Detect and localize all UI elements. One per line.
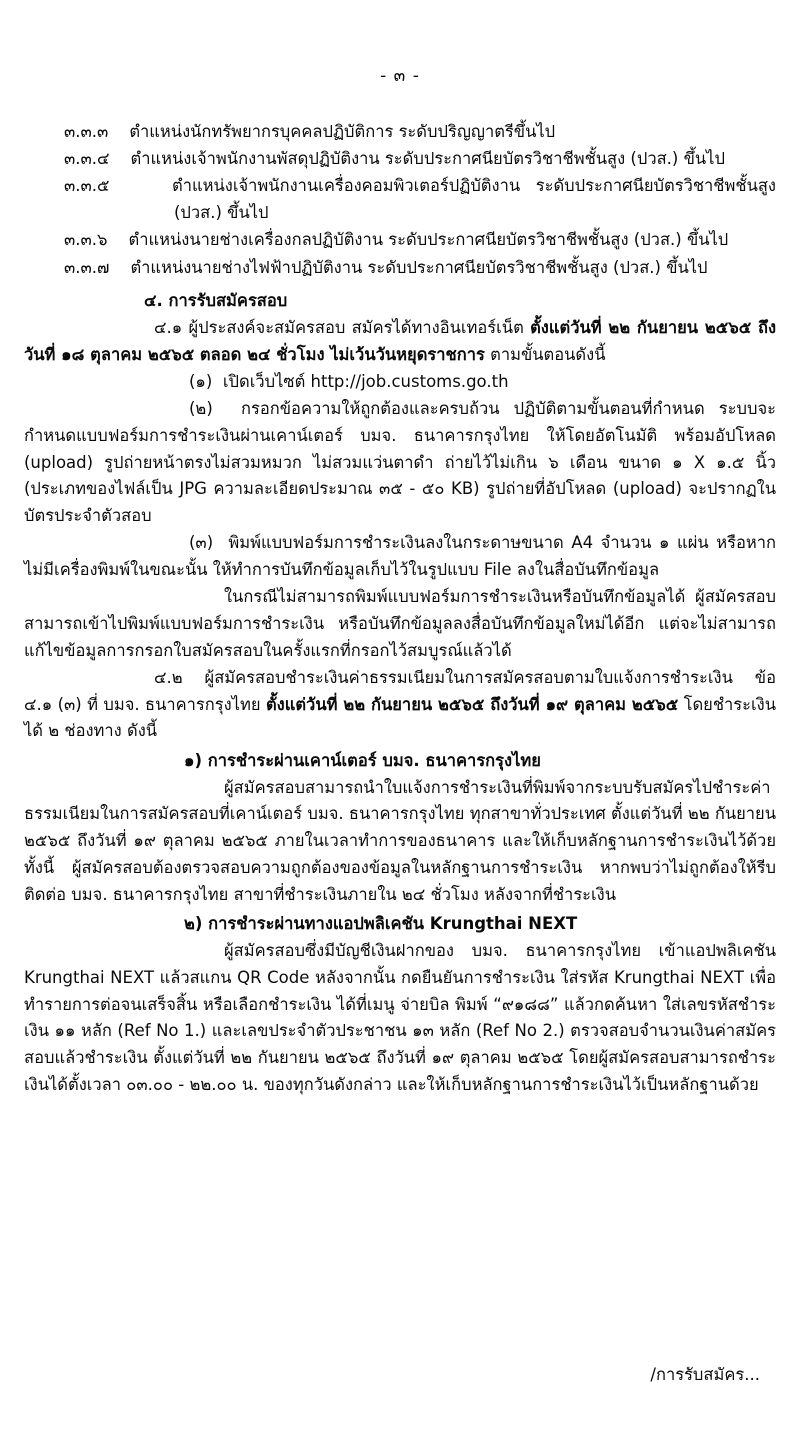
channel-1-body: ผู้สมัครสอบสามารถนำใบแจ้งการชำระเงินที่พิมพ์จากระบบรับสมัครไปชำระค่าธรรมเนียมในการสมัครสอบที่เคาน์เตอร์ บมจ. ธนาคารกรุงไทย ทุกสาขาทั่วประเทศ ตั้งแต่วันที่ ๒๒ กันยายน ๒๕๖๕ ถึงวันที่ ๑๙ ตุลาคม ๒๕๖๕ ภายในเวลาทำการของธนาคาร และให้เก็บหลักฐานการชำระเงินไว้ด้วย ทั้งนี้ ผู้สมัครสอบต้องตรวจสอบความถูกต้องของข้อมูลในหลักฐานการชำระเงิน หากพบว่าไม่ถูกต้องให้รีบติดต่อ บมจ. ธนาคารกรุงไทย สาขาที่ชำระเงินภายใน ๒๔ ชั่วโมง หลังจากที่ชำระเงิน [24, 777, 776, 904]
marker: (๓) [189, 533, 214, 553]
page-number: - ๓ - [380, 66, 420, 86]
item-4-1-text-b: ตามขั้นตอนดังนี้ [484, 344, 606, 364]
item-4-1 [24, 315, 776, 368]
list-item [24, 227, 776, 254]
item-4-2-dates: ตั้งแต่วันที่ ๒๒ กันยายน ๒๕๖๕ ถึงวันที่ ๑๙ ตุลาคม ๒๕๖๕ [265, 694, 679, 714]
item-number: ๓.๓.๔ [64, 149, 110, 169]
channel-2-body: ผู้สมัครสอบซึ่งมีบัญชีเงินฝากของ บมจ. ธนาคารกรุงไทย เข้าแอปพลิเคชัน Krungthai NEXT แล้วสแกน QR Code หลังจากนั้น กดยืนยันการชำระเงิน ใส่รหัส Krungthai NEXT เพื่อทำรายการต่อจนเสร็จสิ้น หรือเลือกชำระเงิน ได้ที่เมนู จ่ายบิล พิมพ์ “๙๑๘๘” แล้วกดค้นหา ใส่เลขรหัสชำระเงิน ๑๑ หลัก (Ref No 1.) และเลขประจำตัวประชาชน ๑๓ หลัก (Ref No 2.) ตรวจสอบจำนวนเงินค่าสมัครสอบแล้วชำระเงิน ตั้งแต่วันที่ ๒๒ กันยายน ๒๕๖๕ ถึงวันที่ ๑๙ ตุลาคม ๒๕๖๕ โดยผู้สมัครสอบสามารถชำระเงินได้ตั้งเวลา ๐๓.๐๐ - ๒๒.๐๐ น. ของทุกวันดังกล่าว และให้เก็บหลักฐานการชำระเงินไว้เป็นหลักฐานด้วย [24, 941, 776, 1094]
item-text: ตำแหน่งเจ้าพนักงานพัสดุปฏิบัติงาน ระดับประกาศนียบัตรวิชาชีพชั้นสูง (ปวส.) ขึ้นไป [130, 149, 725, 169]
list-item [24, 146, 776, 173]
item-number: ๓.๓.๗ [64, 257, 110, 277]
item-text: เปิดเว็บไซต์ [222, 371, 311, 391]
paragraph-case: ในกรณีไม่สามารถพิมพ์แบบฟอร์มการชำระเงินหรือบันทึกข้อมูลได้ ผู้สมัครสอบสามารถเข้าไปพิมพ์แบบฟอร์มการชำระเงิน หรือบันทึกข้อมูลลงสื่อบันทึกข้อมูลใหม่ได้อีก แต่จะไม่สามารถแก้ไขข้อมูลการกรอกใบสมัครสอบในครั้งแรกที่กรอกไว้สมบูรณ์แล้วได้ [24, 587, 776, 660]
marker: (๑) [189, 371, 213, 391]
item-4-1-2 [24, 396, 776, 530]
list-item [24, 255, 776, 282]
item-4-1-1 [24, 369, 776, 396]
item-number: ๓.๓.๕ [64, 176, 110, 196]
item-4-1-dates: ตั้งแต่วันที่ ๒๒ กันยายน ๒๕๖๕ ถึงวันที่ ๑๘ ตุลาคม ๒๕๖๕ ตลอด ๒๔ ชั่วโมง ไม่เว้นวันหยุดราชการ [24, 318, 777, 364]
item-4-1-label: ๔.๑ [154, 318, 183, 338]
item-text: ตำแหน่งนักทรัพยากรบุคคลปฏิบัติการ ระดับปริญญาตรีขึ้นไป [129, 122, 556, 141]
document-body [24, 119, 776, 1098]
item-text: กรอกข้อความให้ถูกต้องและครบถ้วน ปฏิบัติตามขั้นตอนที่กำหนด ระบบจะกำหนดแบบฟอร์มการชำระเงินผ่านเคาน์เตอร์ บมจ. ธนาคารกรุงไทย ให้โดยอัตโนมัติ พร้อมอัปโหลด (upload) รูปถ่ายหน้าตรงไม่สวมหมวก ไม่สวมแว่นตาดำ ถ่ายไว้ไม่เกิน ๖ เดือน ขนาด ๑ X ๑.๕ นิ้ว (ประเภทของไฟล์เป็น JPG ความละเอียดประมาณ ๓๕ - ๕๐ KB) รูปถ่ายที่อัปโหลด (upload) จะปรากฏในบัตรประจำตัวสอบ [24, 399, 776, 526]
item-text: ตำแหน่งนายช่างเครื่องกลปฏิบัติงาน ระดับประกาศนียบัตรวิชาชีพชั้นสูง (ปวส.) ขึ้นไป [128, 230, 729, 250]
list-item [24, 119, 776, 146]
section-heading-4: ๔. การรับสมัครสอบ [144, 290, 288, 310]
item-4-1-text-a: ผู้ประสงค์จะสมัครสอบ สมัครได้ทางอินเทอร์เน็ต [188, 318, 531, 338]
item-number: ๓.๓.๖ [64, 230, 108, 250]
footer-continuation-note: /การรับสมัคร... [650, 1365, 760, 1384]
item-4-2-text-a: ผู้สมัครสอบชำระเงินค่าธรรมเนียมในการสมัครสอบตามใบแจ้งการชำระเงิน ข้อ ๔.๑ (๓) ที่ บมจ. ธนาคารกรุงไทย [24, 667, 776, 714]
channel-1-heading: ๑) การชำระผ่านเคาน์เตอร์ บมจ. ธนาคารกรุงไทย [184, 750, 541, 770]
website-url[interactable]: http://job.customs.go.th [310, 371, 509, 391]
item-4-2-text-b: โดยชำระเงินได้ ๒ ช่องทาง ดังนี้ [24, 694, 777, 741]
marker: (๒) [189, 399, 213, 419]
item-text: พิมพ์แบบฟอร์มการชำระเงินลงในกระดาษขนาด A4 จำนวน ๑ แผ่น หรือหากไม่มีเครื่องพิมพ์ในขณะนั้น ให้ทำการบันทึกข้อมูลเก็บไว้ในรูปแบบ File ลงในสื่อบันทึกข้อมูล [24, 533, 776, 579]
item-text: ตำแหน่งเจ้าพนักงานเครื่องคอมพิวเตอร์ปฏิบัติงาน ระดับประกาศนียบัตรวิชาชีพชั้นสูง (ปวส.) ขึ้นไป [172, 176, 776, 223]
item-number: ๓.๓.๓ [64, 122, 109, 141]
item-text: ตำแหน่งนายช่างไฟฟ้าปฏิบัติงาน ระดับประกาศนียบัตรวิชาชีพชั้นสูง (ปวส.) ขึ้นไป [130, 257, 708, 277]
item-4-2-label: ๔.๒ [154, 667, 183, 687]
list-item [24, 173, 776, 226]
channel-2-heading: ๒) การชำระผ่านทางแอปพลิเคชัน Krungthai NEXT [184, 913, 578, 933]
item-4-2 [24, 665, 776, 745]
item-4-1-3 [24, 530, 776, 583]
